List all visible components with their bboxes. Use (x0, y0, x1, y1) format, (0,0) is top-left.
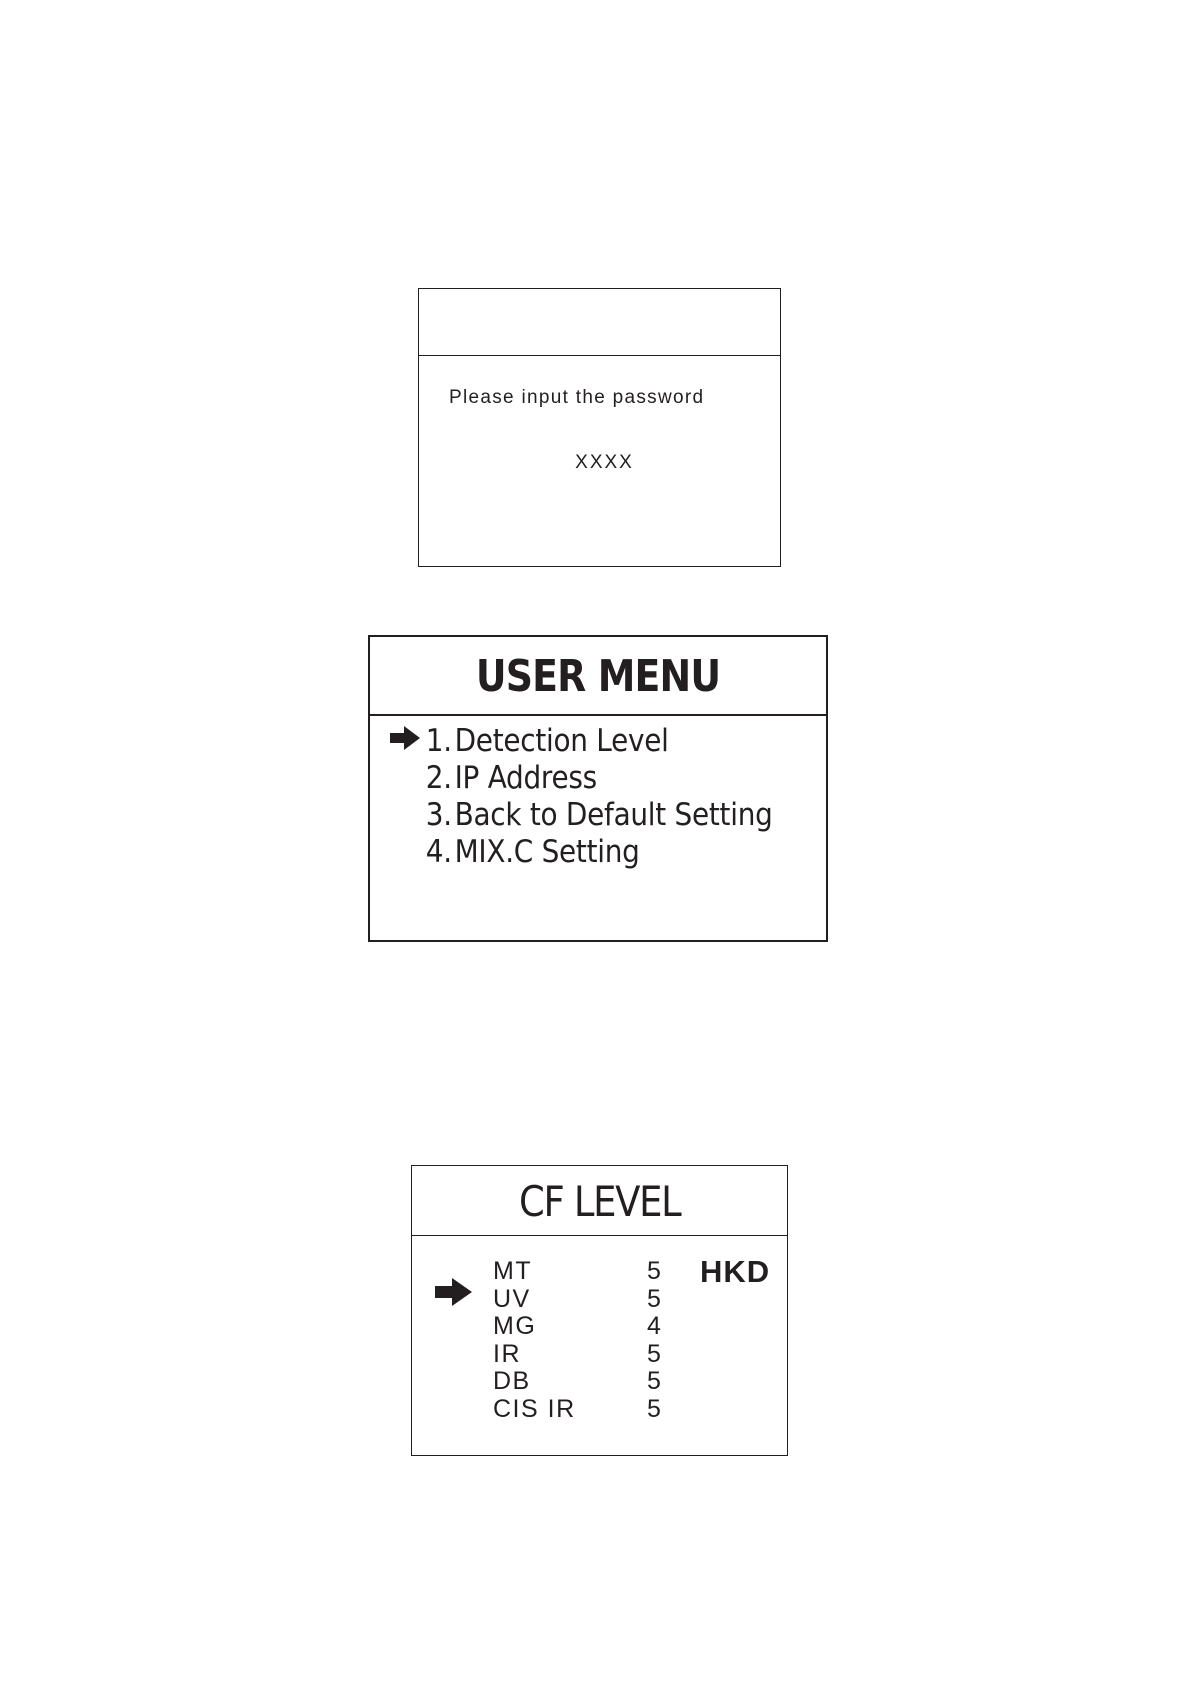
cf-level-row-ir[interactable] (412, 1341, 787, 1369)
password-screen (418, 288, 781, 567)
menu-item-number: 4. (425, 834, 452, 870)
cf-level-screen (411, 1165, 788, 1456)
cf-level-value: 5 (647, 1394, 663, 1423)
password-screen-header (419, 289, 780, 356)
menu-item-back-to-default-setting[interactable] (370, 797, 773, 834)
cf-level-title: CF LEVEL (518, 1177, 681, 1226)
menu-item-label: MIX.C Setting (454, 834, 640, 870)
cf-level-header (412, 1166, 787, 1236)
cf-level-row-mt[interactable] (412, 1258, 787, 1286)
cf-level-value: 5 (647, 1367, 663, 1395)
user-menu-list (370, 723, 817, 871)
cf-level-value: 5 (647, 1284, 663, 1313)
password-prompt: Please input the password (449, 387, 705, 408)
menu-item-ip-address[interactable] (370, 760, 773, 797)
menu-item-label: Detection Level (454, 723, 669, 759)
cf-level-label: DB (493, 1367, 531, 1395)
cf-level-label: IR (493, 1339, 521, 1368)
cf-level-value: 4 (647, 1312, 663, 1340)
cf-level-label: MT (493, 1257, 533, 1285)
menu-item-mix-c-setting[interactable] (370, 834, 773, 871)
menu-item-number: 1. (425, 723, 452, 759)
cf-level-row-uv[interactable] (412, 1286, 787, 1314)
cf-level-row-mg[interactable] (412, 1313, 787, 1341)
password-screen-body (419, 356, 780, 566)
cf-level-label: UV (493, 1284, 531, 1313)
password-field[interactable]: XXXX (575, 452, 634, 473)
cf-level-value: 5 (647, 1257, 663, 1285)
menu-item-label: Back to Default Setting (454, 797, 773, 833)
menu-item-detection-level[interactable] (370, 723, 773, 760)
cf-level-body (412, 1236, 787, 1455)
cf-level-label: CIS IR (493, 1394, 576, 1423)
user-menu-title: USER MENU (475, 651, 721, 702)
cf-level-table (412, 1258, 787, 1423)
currency-label: HKD (700, 1254, 771, 1289)
cf-level-row-cis-ir[interactable] (412, 1396, 787, 1424)
user-menu-screen (368, 635, 828, 942)
menu-item-label: IP Address (454, 760, 597, 796)
menu-item-number: 3. (425, 797, 452, 833)
cf-level-value: 5 (647, 1339, 663, 1368)
user-menu-header (370, 637, 826, 716)
cf-level-row-db[interactable] (412, 1368, 787, 1396)
cf-level-label: MG (493, 1312, 537, 1340)
user-menu-body (370, 716, 826, 940)
menu-item-number: 2. (425, 760, 452, 796)
